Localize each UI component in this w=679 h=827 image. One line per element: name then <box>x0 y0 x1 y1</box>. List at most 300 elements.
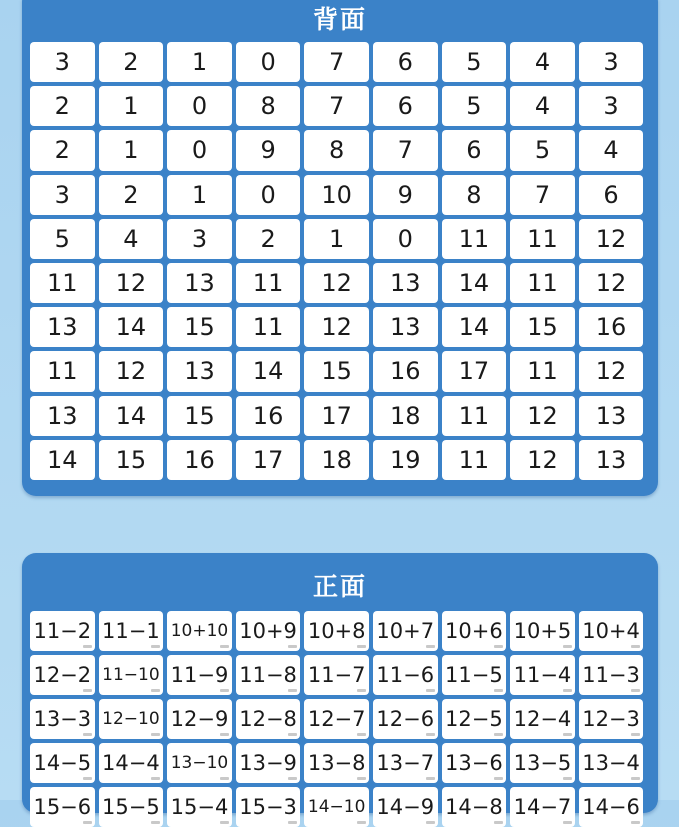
back-card-text: 12 <box>115 269 147 298</box>
back-card-text: 12 <box>595 269 627 298</box>
front-card <box>442 787 507 827</box>
back-card-text: 13 <box>47 401 78 430</box>
card-corner-mark <box>288 733 297 736</box>
back-card <box>442 175 507 215</box>
front-card <box>30 611 95 651</box>
back-side-title: 背面 <box>312 5 367 34</box>
front-card-text: 14−4 <box>102 751 160 775</box>
back-card <box>579 86 644 126</box>
front-card <box>236 655 301 695</box>
card-corner-mark <box>563 689 572 692</box>
front-card-text: 13−6 <box>445 751 503 775</box>
back-card <box>236 175 301 215</box>
back-card <box>510 263 575 303</box>
front-card <box>442 699 507 739</box>
front-card <box>304 743 369 783</box>
card-corner-mark <box>357 821 366 824</box>
card-corner-mark <box>357 777 366 780</box>
card-corner-mark <box>83 733 92 736</box>
back-card <box>304 307 369 347</box>
card-corner-mark <box>494 821 503 824</box>
front-card <box>373 743 438 783</box>
back-card <box>167 307 232 347</box>
back-card-text: 1 <box>123 92 139 121</box>
front-card-text: 14−6 <box>582 795 640 819</box>
back-card <box>304 263 369 303</box>
back-card-text: 4 <box>534 48 551 77</box>
back-card-text: 15 <box>184 313 215 342</box>
back-card <box>167 175 232 215</box>
front-card-text: 12−2 <box>33 663 92 687</box>
card-corner-mark <box>494 777 503 780</box>
back-card-text: 13 <box>595 445 627 474</box>
front-card-text: 12−7 <box>307 707 366 731</box>
back-card <box>99 130 164 170</box>
front-card-text: 10+9 <box>239 619 297 643</box>
back-card <box>30 130 95 170</box>
back-card <box>373 86 438 126</box>
back-card-text: 11 <box>527 224 558 253</box>
front-card <box>442 611 507 651</box>
back-card-text: 14 <box>47 445 78 474</box>
card-corner-mark <box>563 733 572 736</box>
front-card-text: 10+7 <box>376 619 435 643</box>
front-card <box>236 743 301 783</box>
back-card-text: 2 <box>123 180 139 209</box>
card-corner-mark <box>426 645 435 648</box>
front-card <box>304 611 369 651</box>
front-card <box>373 655 438 695</box>
back-card <box>442 263 507 303</box>
front-card-text: 15−3 <box>239 795 297 819</box>
front-card <box>442 655 507 695</box>
back-card <box>373 351 438 391</box>
back-card-text: 9 <box>397 180 413 209</box>
back-card <box>167 263 232 303</box>
back-card <box>99 440 164 480</box>
back-card-text: 5 <box>54 224 70 253</box>
back-card-text: 17 <box>458 357 490 386</box>
front-card-text: 14−5 <box>33 751 92 775</box>
back-card <box>30 351 95 391</box>
front-card-text: 14−8 <box>445 795 503 819</box>
back-card-text: 7 <box>329 92 345 121</box>
back-card-text: 12 <box>595 224 627 253</box>
back-card <box>167 351 232 391</box>
front-card-text: 11−7 <box>307 663 366 687</box>
back-card-text: 12 <box>321 269 352 298</box>
card-corner-mark <box>631 821 640 824</box>
card-corner-mark <box>426 733 435 736</box>
front-card <box>30 787 95 827</box>
back-card <box>99 351 164 391</box>
back-card-text: 5 <box>466 48 482 77</box>
back-card-text: 0 <box>260 180 276 209</box>
back-card <box>236 351 301 391</box>
back-card <box>236 42 301 82</box>
back-card-text: 13 <box>595 401 627 430</box>
back-card-text: 12 <box>527 401 558 430</box>
back-card <box>442 440 507 480</box>
front-card <box>510 743 575 783</box>
front-card <box>30 743 95 783</box>
back-card-text: 17 <box>321 401 352 430</box>
front-card <box>304 655 369 695</box>
back-card-text: 11 <box>458 224 490 253</box>
back-card <box>236 86 301 126</box>
back-card <box>442 307 507 347</box>
back-card <box>579 396 644 436</box>
back-card-grid <box>30 42 643 480</box>
back-card-text: 3 <box>603 92 619 121</box>
back-card <box>304 86 369 126</box>
front-card <box>510 699 575 739</box>
back-card-text: 6 <box>397 92 413 121</box>
back-card-text: 15 <box>321 357 352 386</box>
card-corner-mark <box>83 821 92 824</box>
back-card <box>167 440 232 480</box>
back-card <box>99 307 164 347</box>
front-side-title: 正面 <box>312 572 367 601</box>
front-card <box>373 699 438 739</box>
back-card-text: 7 <box>534 180 551 209</box>
front-card-text: 12−9 <box>170 707 229 731</box>
back-card-text: 6 <box>466 136 482 165</box>
back-card-text: 7 <box>397 136 413 165</box>
back-card <box>579 263 644 303</box>
front-card-text: 12−10 <box>102 709 160 729</box>
front-card <box>99 743 164 783</box>
back-card <box>510 307 575 347</box>
card-corner-mark <box>563 645 572 648</box>
back-card-text: 13 <box>389 313 421 342</box>
back-card <box>167 219 232 259</box>
back-card <box>236 219 301 259</box>
back-card-text: 15 <box>527 313 558 342</box>
back-card-text: 4 <box>123 224 139 253</box>
back-card-text: 11 <box>252 269 284 298</box>
back-card-text: 2 <box>260 224 276 253</box>
back-card-text: 11 <box>47 357 78 386</box>
back-card-text: 0 <box>260 48 276 77</box>
front-card-text: 13−5 <box>513 751 572 775</box>
back-card <box>304 351 369 391</box>
card-corner-mark <box>288 821 297 824</box>
back-card <box>442 351 507 391</box>
back-card-text: 11 <box>458 445 490 474</box>
back-card <box>579 351 644 391</box>
back-card-text: 8 <box>260 92 276 121</box>
back-card-text: 14 <box>458 269 490 298</box>
back-card-text: 0 <box>397 224 413 253</box>
card-corner-mark <box>83 689 92 692</box>
card-corner-mark <box>151 821 160 824</box>
front-card-text: 10+5 <box>513 619 572 643</box>
front-card-text: 11−1 <box>102 619 160 643</box>
back-card <box>373 175 438 215</box>
front-side-panel <box>22 553 658 819</box>
back-card-text: 4 <box>603 136 619 165</box>
card-corner-mark <box>83 777 92 780</box>
front-card <box>373 787 438 827</box>
card-corner-mark <box>426 777 435 780</box>
back-card-text: 11 <box>47 269 78 298</box>
card-corner-mark <box>83 645 92 648</box>
front-card <box>579 743 644 783</box>
front-card-text: 12−3 <box>582 707 640 731</box>
back-card-text: 14 <box>115 313 147 342</box>
front-card <box>442 743 507 783</box>
back-card <box>373 42 438 82</box>
back-card <box>236 263 301 303</box>
back-card-text: 7 <box>329 48 345 77</box>
front-card <box>510 611 575 651</box>
front-card-text: 12−5 <box>445 707 503 731</box>
back-card <box>510 440 575 480</box>
back-card <box>579 130 644 170</box>
back-card <box>236 396 301 436</box>
back-card <box>99 263 164 303</box>
front-card <box>304 699 369 739</box>
front-card-text: 10+6 <box>445 619 503 643</box>
back-card <box>304 396 369 436</box>
card-corner-mark <box>426 821 435 824</box>
back-card-text: 15 <box>184 401 215 430</box>
back-card <box>579 42 644 82</box>
front-card <box>167 611 232 651</box>
front-card <box>579 655 644 695</box>
back-card <box>304 130 369 170</box>
back-card-text: 14 <box>252 357 284 386</box>
front-card-text: 11−3 <box>582 663 640 687</box>
front-card-text: 14−9 <box>376 795 435 819</box>
back-card-text: 1 <box>123 136 139 165</box>
front-card-text: 11−4 <box>513 663 572 687</box>
back-card-text: 2 <box>54 92 70 121</box>
front-card <box>579 699 644 739</box>
back-card-text: 19 <box>389 445 421 474</box>
front-card-text: 11−9 <box>170 663 229 687</box>
back-card-text: 0 <box>191 92 208 121</box>
back-card-text: 3 <box>191 224 208 253</box>
back-card <box>167 42 232 82</box>
back-card <box>99 42 164 82</box>
back-card-text: 16 <box>252 401 284 430</box>
front-card <box>579 611 644 651</box>
back-card-text: 14 <box>458 313 490 342</box>
front-card <box>167 787 232 827</box>
back-card <box>442 130 507 170</box>
back-card-text: 8 <box>329 136 345 165</box>
back-card-text: 0 <box>191 136 208 165</box>
back-card <box>579 307 644 347</box>
front-card-text: 10+10 <box>170 621 229 641</box>
back-card <box>167 396 232 436</box>
back-card-text: 14 <box>115 401 147 430</box>
front-card <box>510 787 575 827</box>
card-corner-mark <box>631 733 640 736</box>
front-card-text: 15−6 <box>33 795 92 819</box>
back-card <box>99 219 164 259</box>
front-card <box>373 611 438 651</box>
back-card-text: 2 <box>54 136 70 165</box>
front-card-text: 15−4 <box>170 795 229 819</box>
back-card <box>30 86 95 126</box>
back-card-text: 16 <box>389 357 421 386</box>
back-card <box>167 86 232 126</box>
back-card-text: 5 <box>466 92 482 121</box>
front-card-text: 14−10 <box>307 797 366 817</box>
back-card-text: 11 <box>527 269 558 298</box>
back-card <box>442 42 507 82</box>
back-card-text: 6 <box>603 180 619 209</box>
back-card <box>579 175 644 215</box>
card-corner-mark <box>288 645 297 648</box>
back-card-text: 16 <box>595 313 627 342</box>
back-card <box>373 396 438 436</box>
front-card-text: 11−2 <box>33 619 92 643</box>
back-card-text: 6 <box>397 48 413 77</box>
back-card <box>304 219 369 259</box>
card-corner-mark <box>151 645 160 648</box>
back-side-panel <box>22 0 658 496</box>
front-card-text: 12−4 <box>513 707 572 731</box>
back-card-text: 3 <box>603 48 619 77</box>
front-card <box>236 611 301 651</box>
front-card-text: 10+4 <box>582 619 640 643</box>
back-card-text: 12 <box>595 357 627 386</box>
back-card <box>373 307 438 347</box>
card-corner-mark <box>494 689 503 692</box>
front-card-text: 11−8 <box>239 663 297 687</box>
card-corner-mark <box>288 689 297 692</box>
card-corner-mark <box>220 777 229 780</box>
card-corner-mark <box>494 645 503 648</box>
card-corner-mark <box>494 733 503 736</box>
front-card <box>167 699 232 739</box>
back-card <box>236 440 301 480</box>
card-corner-mark <box>220 645 229 648</box>
card-corner-mark <box>151 733 160 736</box>
card-corner-mark <box>631 777 640 780</box>
back-card <box>373 130 438 170</box>
back-card <box>236 130 301 170</box>
back-card <box>510 219 575 259</box>
card-corner-mark <box>288 777 297 780</box>
front-card-text: 13−4 <box>582 751 640 775</box>
back-card-text: 12 <box>527 445 558 474</box>
front-card <box>99 787 164 827</box>
back-card-text: 11 <box>458 401 490 430</box>
back-card-text: 15 <box>115 445 147 474</box>
front-card-text: 12−8 <box>239 707 297 731</box>
card-corner-mark <box>426 689 435 692</box>
back-card-text: 3 <box>54 180 70 209</box>
back-card <box>304 440 369 480</box>
card-corner-mark <box>357 733 366 736</box>
front-card-text: 14−7 <box>513 795 572 819</box>
back-card <box>373 440 438 480</box>
back-card-text: 10 <box>321 180 352 209</box>
back-card-text: 2 <box>123 48 139 77</box>
card-corner-mark <box>563 821 572 824</box>
back-card-text: 13 <box>47 313 78 342</box>
back-card <box>510 396 575 436</box>
front-card-text: 11−10 <box>102 665 160 685</box>
back-card <box>510 130 575 170</box>
back-card <box>304 175 369 215</box>
back-card <box>99 86 164 126</box>
front-card-grid <box>30 611 643 827</box>
back-card <box>167 130 232 170</box>
card-corner-mark <box>563 777 572 780</box>
front-card-text: 13−8 <box>307 751 366 775</box>
back-card-text: 4 <box>534 92 551 121</box>
front-card-text: 11−6 <box>376 663 435 687</box>
back-card-text: 9 <box>260 136 276 165</box>
card-corner-mark <box>220 733 229 736</box>
back-card <box>99 396 164 436</box>
front-card-text: 13−7 <box>376 751 435 775</box>
back-card-text: 1 <box>329 224 345 253</box>
front-card <box>236 787 301 827</box>
front-card-text: 13−3 <box>33 707 92 731</box>
back-card <box>30 263 95 303</box>
front-card <box>304 787 369 827</box>
card-corner-mark <box>631 689 640 692</box>
back-card <box>373 263 438 303</box>
back-card <box>30 440 95 480</box>
back-card <box>99 175 164 215</box>
front-card <box>236 699 301 739</box>
back-card-text: 16 <box>184 445 215 474</box>
card-corner-mark <box>631 645 640 648</box>
back-card <box>373 219 438 259</box>
back-card-text: 11 <box>252 313 284 342</box>
front-card <box>99 611 164 651</box>
back-card-text: 18 <box>321 445 352 474</box>
front-card <box>167 655 232 695</box>
back-card-text: 12 <box>321 313 352 342</box>
back-card-text: 13 <box>184 357 215 386</box>
front-card-text: 15−5 <box>102 795 160 819</box>
card-corner-mark <box>357 689 366 692</box>
back-card-text: 12 <box>115 357 147 386</box>
back-card <box>236 307 301 347</box>
back-card-text: 18 <box>389 401 421 430</box>
card-corner-mark <box>220 689 229 692</box>
back-card <box>442 396 507 436</box>
back-card-text: 17 <box>252 445 284 474</box>
front-card <box>99 699 164 739</box>
front-card-text: 10+8 <box>307 619 366 643</box>
card-corner-mark <box>357 645 366 648</box>
front-card-text: 11−5 <box>445 663 503 687</box>
back-card <box>304 42 369 82</box>
back-card <box>30 396 95 436</box>
back-card <box>442 86 507 126</box>
back-card-text: 8 <box>466 180 482 209</box>
card-corner-mark <box>151 689 160 692</box>
card-corner-mark <box>151 777 160 780</box>
back-card <box>510 86 575 126</box>
front-card <box>167 743 232 783</box>
back-card <box>30 307 95 347</box>
back-card-text: 11 <box>527 357 558 386</box>
back-card-text: 13 <box>184 269 215 298</box>
card-corner-mark <box>220 821 229 824</box>
front-card-text: 12−6 <box>376 707 435 731</box>
